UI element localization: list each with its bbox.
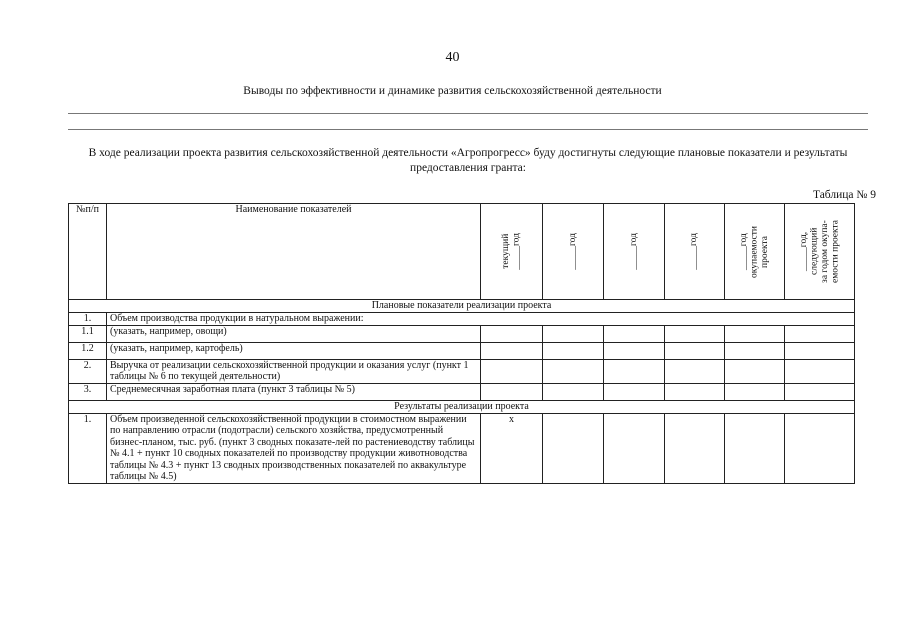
header-payback-year: [725, 204, 785, 300]
value-cell[interactable]: [604, 342, 665, 359]
header-year-text: _____год: [628, 233, 639, 270]
value-cell[interactable]: [543, 359, 604, 383]
value-cell[interactable]: [725, 359, 785, 383]
value-cell[interactable]: [543, 413, 604, 483]
row-number: 2.: [69, 359, 107, 383]
value-cell[interactable]: [543, 342, 604, 359]
value-cell[interactable]: [604, 359, 665, 383]
row-number: 1.2: [69, 342, 107, 359]
value-cell[interactable]: [785, 325, 855, 342]
header-year-text: _____год: [689, 233, 700, 270]
header-year-text: текущий _____год: [501, 233, 522, 270]
value-cell[interactable]: [481, 325, 543, 342]
value-cell-x[interactable]: x: [481, 413, 543, 483]
header-year-3: [604, 204, 665, 300]
table-row: [69, 383, 855, 400]
section-row-results: [69, 400, 855, 413]
value-cell[interactable]: [725, 325, 785, 342]
underline-rule-1: [68, 113, 868, 114]
value-cell[interactable]: [543, 383, 604, 400]
section-title: Плановые показатели реализации проекта: [69, 300, 855, 313]
header-year-text: _____год, следующий за годом окупа- емости проекта: [798, 220, 840, 283]
value-cell[interactable]: [543, 325, 604, 342]
underline-rule-2: [68, 129, 868, 130]
row-number: 1.: [69, 313, 107, 326]
page-number: 40: [445, 50, 460, 65]
row-number: 1.: [69, 413, 107, 483]
intro-paragraph: В ходе реализации проекта развития сельскохозяйственной деятельности «Агропрогресс» буду достигнуты следующие плановые показатели и результаты предоставления гранта:: [88, 147, 848, 174]
table-row: [69, 313, 855, 326]
header-year-4: [665, 204, 725, 300]
value-cell[interactable]: [785, 413, 855, 483]
header-after-payback-year: [785, 204, 855, 300]
row-indicator-name: (указать, например, картофель): [107, 342, 481, 359]
value-cell[interactable]: [785, 383, 855, 400]
header-indicator-name: Наименование показателей: [107, 204, 481, 300]
section-title: Результаты реализации проекта: [69, 400, 855, 413]
value-cell[interactable]: [665, 413, 725, 483]
table-row: [69, 359, 855, 383]
row-indicator-name: Объем производства продукции в натуральном выражении:: [107, 313, 855, 326]
row-indicator-name: Среднемесячная заработная плата (пункт 3 таблицы № 5): [107, 383, 481, 400]
value-cell[interactable]: [665, 359, 725, 383]
value-cell[interactable]: [665, 342, 725, 359]
row-indicator-name: Объем произведенной сельскохозяйственной продукции в стоимостном выражении по направлению отрасли (подотрасли) сельского хозяйства, предусмотренный бизнес-планом, тыс. руб. (пункт 3 сводных показате-лей по растениеводству таблицы № 4.1 + пункт 10 сводных показателей по производству продукции животноводства таблицы № 4.3 + пункт 13 сводных производственных показателей по аквакультуре таблицы № 4.5): [107, 413, 481, 483]
row-indicator-name: (указать, например, овощи): [107, 325, 481, 342]
table-row: [69, 342, 855, 359]
table-header-row: [69, 204, 855, 300]
header-year-text: _____год окупаемости проекта: [738, 225, 770, 278]
row-number: 1.1: [69, 325, 107, 342]
header-number: №п/п: [69, 204, 107, 300]
value-cell[interactable]: [665, 325, 725, 342]
table-row: [69, 413, 855, 483]
value-cell[interactable]: [725, 413, 785, 483]
document-heading: Выводы по эффективности и динамике развития сельскохозяйственной деятельности: [243, 85, 662, 97]
section-row-plan: [69, 300, 855, 313]
value-cell[interactable]: [725, 342, 785, 359]
value-cell[interactable]: [785, 359, 855, 383]
row-indicator-name: Выручка от реализации сельскохозяйственной продукции и оказания услуг (пункт 1 таблицы № 6 по текущей деятельности): [107, 359, 481, 383]
value-cell[interactable]: [481, 359, 543, 383]
value-cell[interactable]: [604, 325, 665, 342]
header-current-year: [481, 204, 543, 300]
indicators-table: [68, 203, 855, 484]
value-cell[interactable]: [725, 383, 785, 400]
value-cell[interactable]: [785, 342, 855, 359]
value-cell[interactable]: [665, 383, 725, 400]
value-cell[interactable]: [481, 342, 543, 359]
header-year-2: [543, 204, 604, 300]
table-label: Таблица № 9: [812, 189, 876, 201]
row-number: 3.: [69, 383, 107, 400]
value-cell[interactable]: [481, 383, 543, 400]
value-cell[interactable]: [604, 413, 665, 483]
value-cell[interactable]: [604, 383, 665, 400]
table-row: [69, 325, 855, 342]
header-year-text: _____год: [567, 233, 578, 270]
